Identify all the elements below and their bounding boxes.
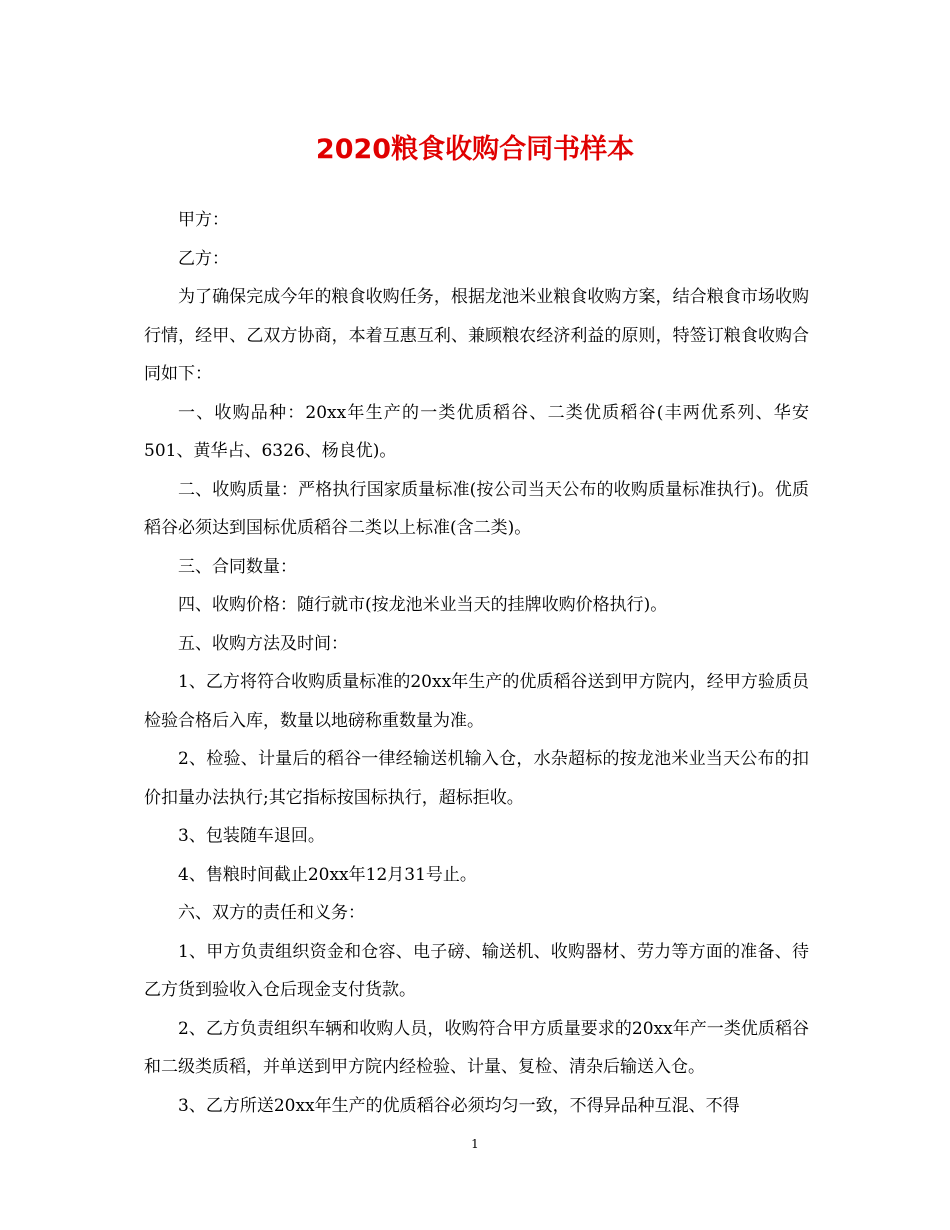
clause-4-price: 四、收购价格：随行就市(按龙池米业当天的挂牌收购价格执行)。 <box>178 595 668 615</box>
page-number: 1 <box>471 1137 479 1151</box>
document-title: 2020粮食收购合同书样本 <box>315 134 635 165</box>
clause-6-heading: 六、双方的责任和义务： <box>178 903 365 923</box>
clause-5-item-3: 3、包装随车退回。 <box>178 826 325 846</box>
party-b-line: 乙方： <box>178 248 229 269</box>
clause-2-quality: 二、收购质量：严格执行国家质量标准(按公司当天公布的收购质量标准执行)。优质稻谷必须达到国标优质稻谷二类以上标准(含二类)。 <box>144 479 809 538</box>
clause-6-item-2: 2、乙方负责组织车辆和收购人员，收购符合甲方质量要求的20xx年产一类优质稻谷和二级类质稻，并单送到甲方院内经检验、计量、复检、清杂后输送入仓。 <box>144 1018 809 1077</box>
clause-5-item-1: 1、乙方将符合收购质量标准的20xx年生产的优质稻谷送到甲方院内，经甲方验质员检验合格后入库，数量以地磅称重数量为准。 <box>144 672 809 731</box>
party-a-line: 甲方： <box>178 210 229 230</box>
clause-5-heading: 五、收购方法及时间： <box>178 633 348 654</box>
clause-5-item-4: 4、售粮时间截止20xx年12月31号止。 <box>178 864 477 885</box>
clause-1-variety: 一、收购品种：20xx年生产的一类优质稻谷、二类优质稻谷(丰两优系列、华安501、黄华占、6326、杨良优)。 <box>144 402 809 461</box>
clause-5-item-2: 2、检验、计量后的稻谷一律经输送机输入仓，水杂超标的按龙池米业当天公布的扣价扣量办法执行;其它指标按国标执行，超标拒收。 <box>144 749 809 808</box>
preamble-paragraph: 为了确保完成今年的粮食收购任务，根据龙池米业粮食收购方案，结合粮食市场收购行情，经甲、乙双方协商，本着互惠互利、兼顾粮农经济利益的原则，特签订粮食收购合同如下： <box>144 287 809 384</box>
clause-6-item-1: 1、甲方负责组织资金和仓容、电子磅、输送机、收购器材、劳力等方面的准备、待乙方货到验收入仓后现金支付货款。 <box>144 941 809 1000</box>
document-body <box>144 201 809 1125</box>
clause-3-quantity: 三、合同数量： <box>178 556 297 577</box>
clause-6-item-3: 3、乙方所送20xx年生产的优质稻谷必须均匀一致，不得异品种互混、不得 <box>178 1095 740 1116</box>
